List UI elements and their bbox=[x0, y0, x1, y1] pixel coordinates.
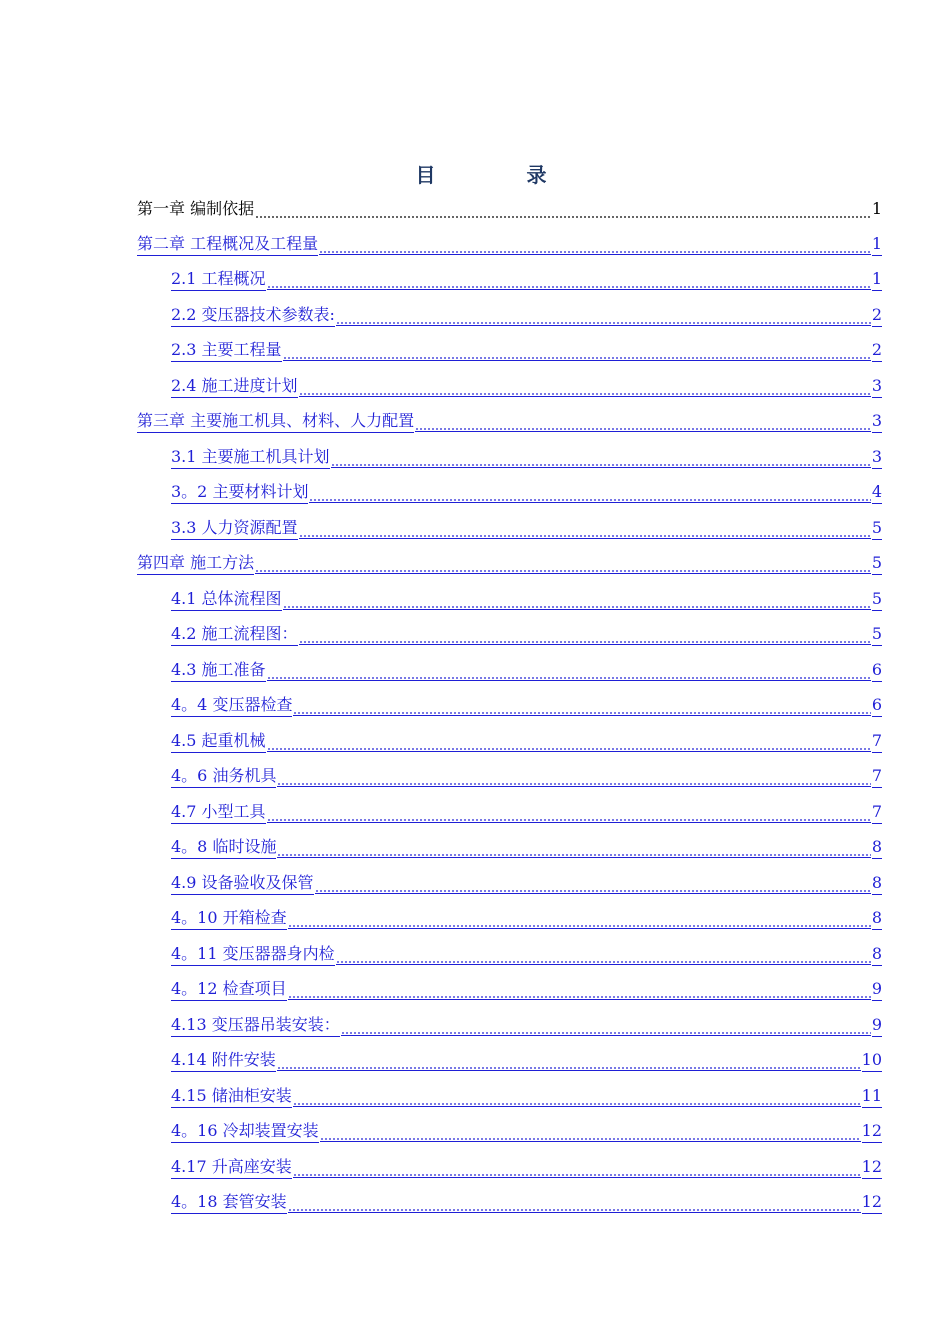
toc-dot-leader bbox=[336, 959, 871, 965]
toc-entry-label: 4。16 冷却装置安装 bbox=[171, 1121, 319, 1143]
toc-entry-label: 4。4 变压器检查 bbox=[171, 695, 292, 717]
toc-dot-leader bbox=[309, 497, 870, 503]
toc-entry[interactable] bbox=[171, 622, 882, 646]
toc-entry[interactable] bbox=[171, 764, 882, 788]
toc-entry[interactable] bbox=[171, 587, 882, 611]
toc-entry-label: 3。2 主要材料计划 bbox=[171, 482, 308, 504]
toc-entry-label: 第三章 主要施工机具、材料、人力配置 bbox=[137, 411, 414, 433]
toc-page-number: 9 bbox=[872, 1015, 882, 1037]
toc-page-number: 11 bbox=[862, 1086, 882, 1108]
toc-entry-label: 第四章 施工方法 bbox=[137, 553, 254, 575]
toc-dot-leader bbox=[320, 1136, 861, 1142]
toc-page-number: 3 bbox=[872, 411, 882, 433]
toc-dot-leader bbox=[336, 320, 871, 326]
toc-page-number: 8 bbox=[872, 837, 882, 859]
toc-dot-leader bbox=[283, 604, 871, 610]
toc-entry[interactable] bbox=[171, 267, 882, 291]
toc-dot-leader bbox=[299, 533, 871, 539]
toc-page-number: 8 bbox=[872, 873, 882, 895]
toc-title: 目 录 bbox=[415, 163, 589, 187]
toc-page-number: 7 bbox=[872, 731, 882, 753]
toc-entry[interactable] bbox=[171, 871, 882, 895]
toc-page-number: 3 bbox=[872, 447, 882, 469]
toc-dot-leader bbox=[331, 462, 871, 468]
toc-page-number: 9 bbox=[872, 979, 882, 1001]
toc-page-number: 5 bbox=[872, 624, 882, 646]
toc-entry-label: 2.2 变压器技术参数表: bbox=[171, 305, 335, 327]
toc-dot-leader bbox=[288, 1207, 861, 1213]
toc-dot-leader bbox=[255, 568, 871, 574]
toc-entry-label: 第一章 编制依据 bbox=[137, 199, 255, 218]
toc-dot-leader bbox=[299, 639, 871, 645]
toc-entry-label: 3.3 人力资源配置 bbox=[171, 518, 298, 540]
toc-entry-label: 4.9 设备验收及保管 bbox=[171, 873, 314, 895]
toc-page-number: 6 bbox=[872, 660, 882, 682]
toc-entry[interactable] bbox=[171, 1084, 882, 1108]
toc-dot-leader bbox=[341, 1030, 871, 1036]
toc-page-number: 5 bbox=[872, 553, 882, 575]
toc-dot-leader bbox=[319, 249, 871, 255]
toc-page-number: 4 bbox=[872, 482, 882, 504]
toc-entry[interactable] bbox=[171, 1190, 882, 1214]
toc-entry[interactable] bbox=[171, 445, 882, 469]
toc-entry[interactable] bbox=[171, 480, 882, 504]
toc-entry-label: 4.2 施工流程图： bbox=[171, 624, 298, 646]
toc-entry[interactable] bbox=[171, 303, 882, 327]
toc-entry-label: 4.17 升高座安装 bbox=[171, 1157, 292, 1179]
toc-dot-leader bbox=[277, 1065, 861, 1071]
toc-entry[interactable] bbox=[171, 338, 882, 362]
toc-entry-label: 4.3 施工准备 bbox=[171, 660, 266, 682]
toc-entry[interactable] bbox=[171, 1155, 882, 1179]
toc-entry[interactable] bbox=[171, 835, 882, 859]
toc-page-number: 1 bbox=[872, 269, 882, 291]
toc-dot-leader bbox=[277, 781, 870, 787]
toc-entry[interactable] bbox=[171, 942, 882, 966]
toc-dot-leader bbox=[277, 852, 870, 858]
toc-page-number: 7 bbox=[872, 802, 882, 824]
toc-entry[interactable] bbox=[137, 551, 882, 575]
toc-entry-label: 4.1 总体流程图 bbox=[171, 589, 282, 611]
toc-entry-label: 2.4 施工进度计划 bbox=[171, 376, 298, 398]
toc-entry[interactable] bbox=[171, 693, 882, 717]
toc-page-number: 5 bbox=[872, 589, 882, 611]
toc-page-number: 1 bbox=[871, 199, 882, 218]
toc-page-number: 3 bbox=[872, 376, 882, 398]
toc-entry[interactable] bbox=[171, 1013, 882, 1037]
toc-entry[interactable] bbox=[171, 1048, 882, 1072]
toc-dot-leader bbox=[267, 746, 871, 752]
toc-page-number: 1 bbox=[872, 234, 882, 256]
toc-dot-leader bbox=[415, 426, 871, 432]
toc-dot-leader bbox=[293, 1101, 861, 1107]
toc-page-number: 10 bbox=[862, 1050, 882, 1072]
toc-entry[interactable] bbox=[171, 800, 882, 824]
toc-entry-label: 第二章 工程概况及工程量 bbox=[137, 234, 318, 256]
toc-entry bbox=[137, 196, 882, 220]
toc-dot-leader bbox=[293, 1172, 861, 1178]
toc-page-number: 2 bbox=[872, 305, 882, 327]
toc-page-number: 8 bbox=[872, 908, 882, 930]
toc-dot-leader bbox=[288, 923, 871, 929]
toc-entry-label: 4.15 储油柜安装 bbox=[171, 1086, 292, 1108]
toc-entry[interactable] bbox=[171, 1119, 882, 1143]
toc-entry-label: 4。18 套管安装 bbox=[171, 1192, 287, 1214]
toc-entry[interactable] bbox=[171, 977, 882, 1001]
toc-dot-leader bbox=[255, 214, 871, 219]
toc-entry-label: 4.13 变压器吊装安装： bbox=[171, 1015, 340, 1037]
toc-entry-label: 4.5 起重机械 bbox=[171, 731, 266, 753]
toc-dot-leader bbox=[293, 710, 870, 716]
toc-page-number: 6 bbox=[872, 695, 882, 717]
toc-page-number: 12 bbox=[862, 1121, 882, 1143]
toc-page-number: 5 bbox=[872, 518, 882, 540]
toc-page-number: 12 bbox=[862, 1157, 882, 1179]
toc-entry-label: 4。8 临时设施 bbox=[171, 837, 276, 859]
toc-entry-label: 4。11 变压器器身内检 bbox=[171, 944, 335, 966]
toc-page-number: 12 bbox=[862, 1192, 882, 1214]
toc-entry-label: 2.1 工程概况 bbox=[171, 269, 266, 291]
toc-entry[interactable] bbox=[171, 906, 882, 930]
toc-entry-label: 4.14 附件安装 bbox=[171, 1050, 276, 1072]
toc-dot-leader bbox=[299, 391, 871, 397]
toc-entry[interactable] bbox=[171, 516, 882, 540]
toc-entry-label: 2.3 主要工程量 bbox=[171, 340, 282, 362]
toc-entry-label: 4。10 开箱检查 bbox=[171, 908, 287, 930]
toc-entry[interactable] bbox=[171, 374, 882, 398]
toc-dot-leader bbox=[267, 284, 871, 290]
toc-dot-leader bbox=[267, 817, 871, 823]
toc-dot-leader bbox=[283, 355, 871, 361]
toc-page-number: 8 bbox=[872, 944, 882, 966]
toc-entry-label: 4.7 小型工具 bbox=[171, 802, 266, 824]
toc-dot-leader bbox=[267, 675, 871, 681]
toc-entry-label: 4。6 油务机具 bbox=[171, 766, 276, 788]
toc-entry-label: 4。12 检查项目 bbox=[171, 979, 287, 1001]
toc-page-number: 7 bbox=[872, 766, 882, 788]
toc-dot-leader bbox=[288, 994, 871, 1000]
toc-entry-label: 3.1 主要施工机具计划 bbox=[171, 447, 330, 469]
toc-entry[interactable] bbox=[137, 409, 882, 433]
toc-page-number: 2 bbox=[872, 340, 882, 362]
toc-entry[interactable] bbox=[171, 729, 882, 753]
toc-entry[interactable] bbox=[171, 658, 882, 682]
toc-dot-leader bbox=[315, 888, 871, 894]
toc-entry[interactable] bbox=[137, 232, 882, 256]
